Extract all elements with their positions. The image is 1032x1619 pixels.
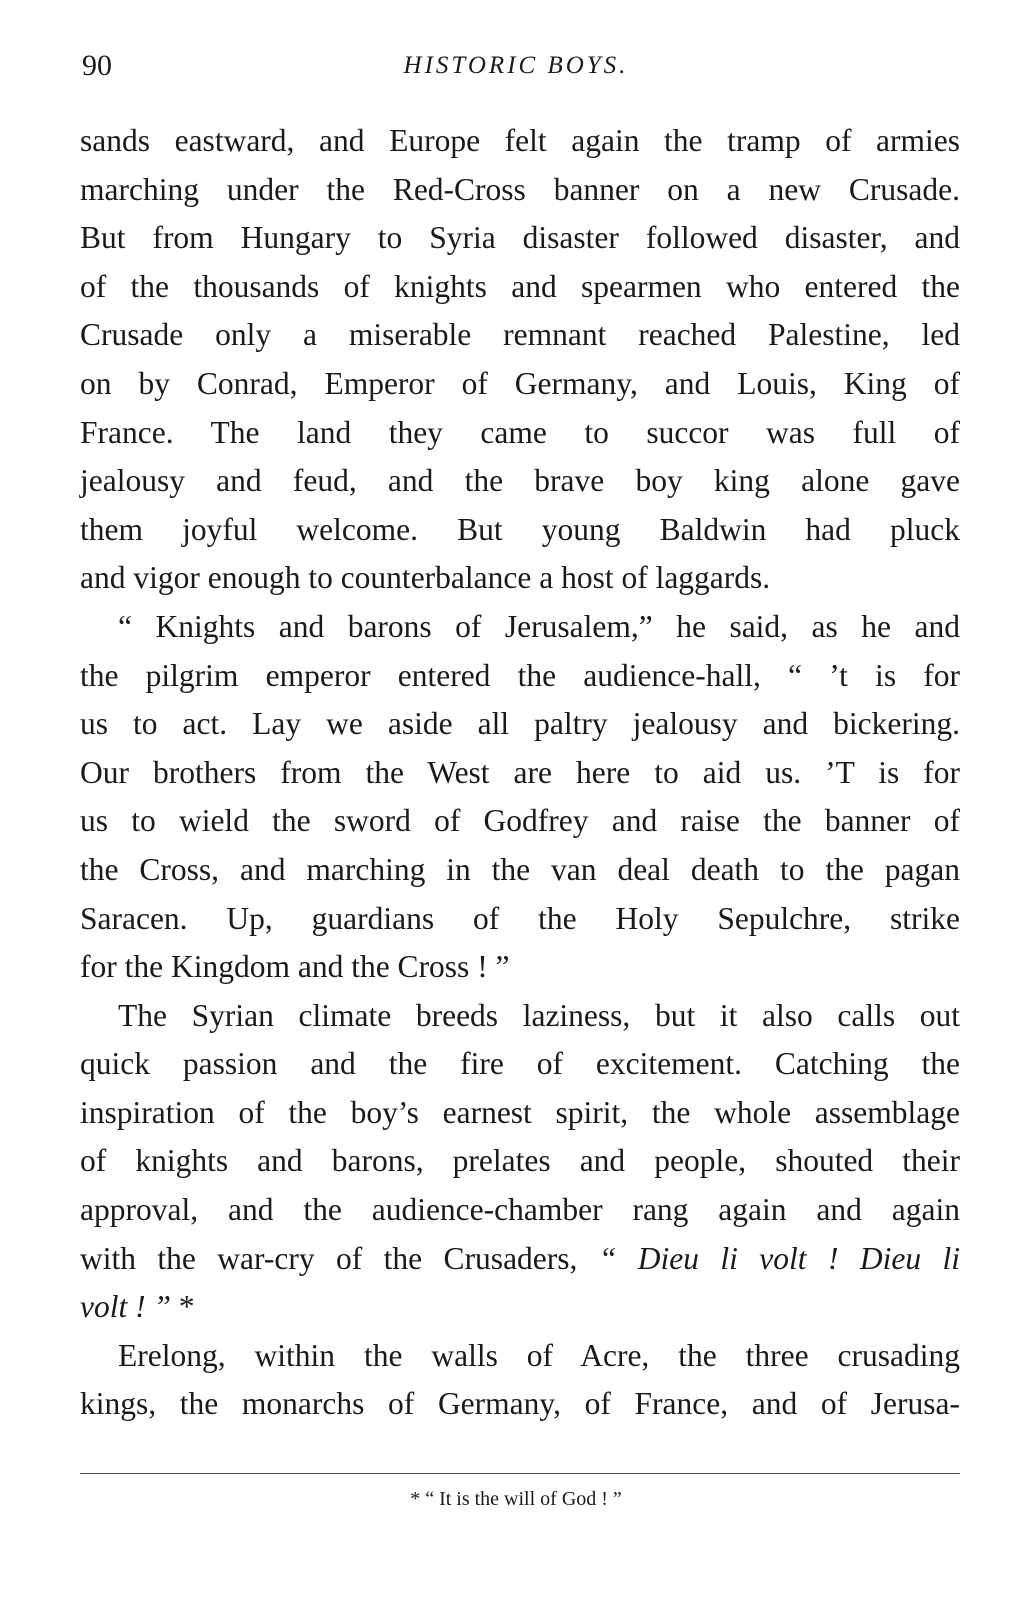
text-line: us to act. Lay we aside all paltry jealousy and bickering. [80, 706, 960, 742]
running-title: HISTORIC BOYS. [403, 52, 629, 79]
text-line: on by Conrad, Emperor of Germany, and Louis, King of [80, 365, 960, 401]
text-line: Our brothers from the West are here to aid us. ’T is for [80, 754, 960, 790]
warcry-lead: with the war-cry of the Crusaders, [80, 1240, 578, 1276]
body-text [80, 117, 960, 1429]
warcry-tail-italic: volt ! ” [80, 1289, 171, 1325]
footnote-mark: * [171, 1289, 195, 1325]
text-line: and vigor enough to counterbalance a host of laggards. [80, 560, 771, 596]
text-line: the pilgrim emperor entered the audience-hall, “ ’t is for [80, 657, 960, 693]
text-line: quick passion and the fire of excitement. Catching the [80, 1046, 960, 1082]
text-line: Crusade only a miserable remnant reached Palestine, led [80, 317, 960, 353]
footnote: * “ It is the will of God ! ” [410, 1488, 622, 1510]
warcry-tail-line [80, 1283, 960, 1332]
text-line: sands eastward, and Europe felt again the tramp of armies [80, 123, 960, 158]
text-line: Erelong, within the walls of Acre, the three crusading [118, 1337, 960, 1373]
text-line: kings, the monarchs of Germany, of France, and of Jerusa- [80, 1386, 960, 1422]
text-line: of knights and barons, prelates and people, shouted their [80, 1143, 960, 1179]
text-line: But from Hungary to Syria disaster followed disaster, and [80, 220, 960, 256]
footnote-rule [80, 1473, 960, 1474]
text-line: “ Knights and barons of Jerusalem,” he said, as he and [118, 608, 960, 644]
page-number: 90 [82, 49, 112, 82]
warcry-italic: “ Dieu li volt ! Dieu li [598, 1240, 961, 1276]
warcry-line [80, 1235, 960, 1284]
text-line: us to wield the sword of Godfrey and raise the banner of [80, 803, 960, 839]
text-line: The Syrian climate breeds laziness, but it also calls out [118, 997, 960, 1033]
text-line: jealousy and feud, and the brave boy king alone gave [80, 463, 960, 499]
text-line: inspiration of the boy’s earnest spirit, the whole assemblage [80, 1094, 960, 1130]
text-line: approval, and the audience-chamber rang again and again [80, 1192, 960, 1228]
text-line: marching under the Red-Cross banner on a new Crusade. [80, 171, 960, 207]
text-line: Saracen. Up, guardians of the Holy Sepulchre, strike [80, 900, 960, 936]
text-line: the Cross, and marching in the van deal death to the pagan [80, 851, 960, 887]
text-line: for the Kingdom and the Cross ! ” [80, 949, 510, 985]
text-line: France. The land they came to succor was full of [80, 414, 960, 450]
text-line: them joyful welcome. But young Baldwin had pluck [80, 511, 960, 547]
text-line: of the thousands of knights and spearmen who entered the [80, 268, 960, 304]
